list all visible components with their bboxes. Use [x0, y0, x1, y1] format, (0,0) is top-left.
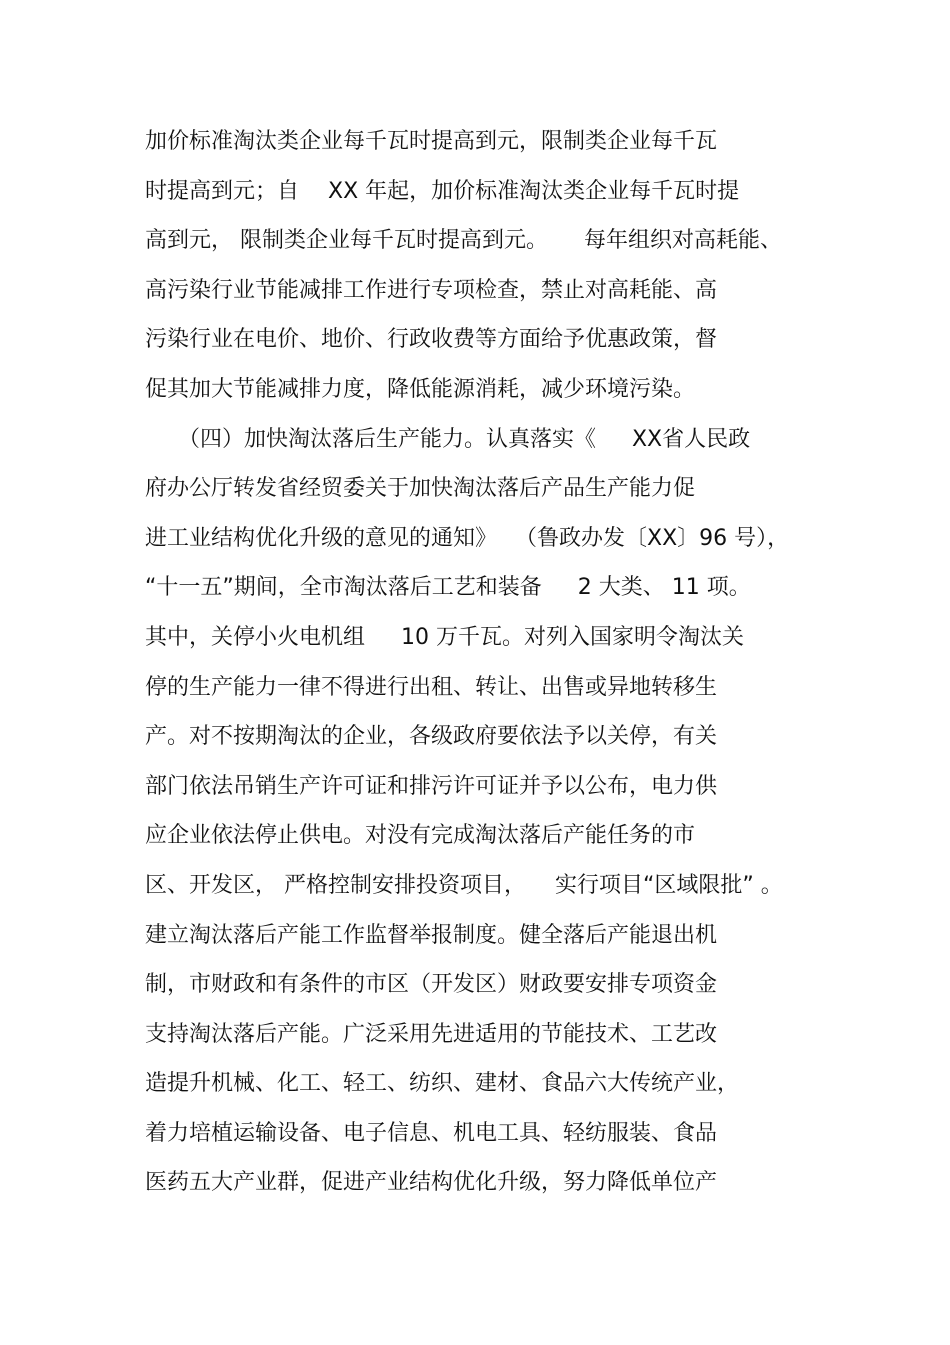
- text-line: 医药五大产业群，促进产业结构优化升级，努力降低单位产: [145, 1170, 718, 1196]
- text-line: 应企业依法停止供电。对没有完成淘汰落后产能任务的市: [145, 823, 696, 849]
- text-line: 造提升机械、化工、轻工、纺织、建材、食品六大传统产业，: [145, 1071, 740, 1097]
- text-line: 污染行业在电价、地价、行政收费等方面给予优惠政策，督: [145, 327, 718, 353]
- text-line: 产。对不按期淘汰的企业，各级政府要依法予以关停，有关: [145, 724, 718, 750]
- text-line: （四）加快淘汰落后生产能力。认真落实《 XX省人民政: [145, 426, 751, 452]
- text-line: 建立淘汰落后产能工作监督举报制度。健全落后产能退出机: [145, 922, 718, 948]
- text-line: 支持淘汰落后产能。广泛采用先进适用的节能技术、工艺改: [145, 1021, 718, 1047]
- text-line: 进工业结构优化升级的意见的通知》 （鲁政办发〔XX〕96 号），: [145, 525, 790, 551]
- text-line: 高到元， 限制类企业每千瓦时提高到元。 每年组织对高耗能、: [145, 228, 782, 254]
- text-line: 着力培植运输设备、电子信息、机电工具、轻纺服装、食品: [145, 1120, 718, 1146]
- text-line: 区、开发区， 严格控制安排投资项目， 实行项目“区域限批” 。: [145, 872, 783, 898]
- text-line: 府办公厅转发省经贸委关于加快淘汰落后产品生产能力促: [145, 476, 696, 502]
- body-text: [145, 122, 845, 1213]
- text-line: 部门依法吊销生产许可证和排污许可证并予以公布，电力供: [145, 773, 718, 799]
- text-line: 其中，关停小火电机组 10 万千瓦。对列入国家明令淘汰关: [145, 624, 744, 650]
- text-line: “十一五”期间，全市淘汰落后工艺和装备 2 大类、 11 项。: [145, 575, 751, 601]
- text-line: 加价标准淘汰类企业每千瓦时提高到元，限制类企业每千瓦: [145, 129, 718, 154]
- text-line: 促其加大节能减排力度，降低能源消耗，减少环境污染。: [145, 376, 696, 402]
- text-line: 时提高到元；自 XX 年起，加价标准淘汰类企业每千瓦时提: [145, 178, 740, 204]
- text-line: 制，市财政和有条件的市区（开发区）财政要安排专项资金: [145, 972, 718, 998]
- text-line: 高污染行业节能减排工作进行专项检查，禁止对高耗能、高: [145, 277, 718, 303]
- text-line: 停的生产能力一律不得进行出租、转让、出售或异地转移生: [145, 674, 718, 700]
